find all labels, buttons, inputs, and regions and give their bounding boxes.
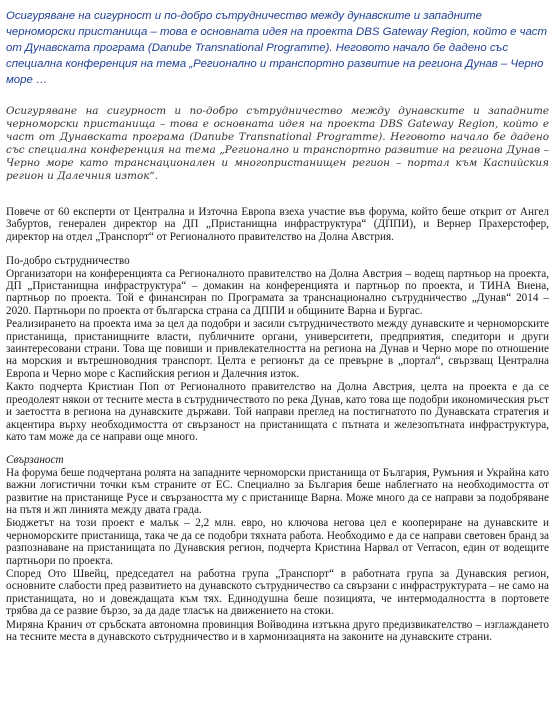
section-heading-cooperation: По-добро сътрудничество <box>6 255 130 268</box>
article <box>6 0 549 643</box>
section1-paragraph-organizers: Организатори на конференцията са Регионалното правителство на Долна Австрия – водещ партньор на проекта, ДП „Пристанищна инфраструктура“ – домакин на конференцията и партньор по проекта, и ТИНА Виена, партньор по проекта. Той е финансиран по Програмата за транснационално сътрудничество „Дунав“ 2014 – 2020. Партньори по проекта от българска страна са ДППИ и общините Варна и Бургас. <box>6 267 549 317</box>
section-heading-connectivity: Свързаност <box>6 454 64 467</box>
section1-paragraph-pop: Както подчерта Кристиан Поп от Регионалното правителство на Долна Австрия, целта на проекта е да се преодолеят някои от тесните места в сътрудничеството по река Дунав, като това ще подобри икономическия ръст и заетостта в региона на дунавските държави. Той направи преглед на постигнатото по Дунавската стратегия и акцентира върху необходимостта от свързаност на пристанищата с пътната и железопътната инфраструктура, като там може да се направи още много. <box>6 381 549 443</box>
intro-paragraph: Осигуряване на сигурност и по-добро сътрудничество между дунавските и западните черноморски пристанища – това е основната идея на проекта DBS Gateway Region, който е част от Дунавската програма (Danube Transnational Programme). Неговото начало бе дадено със специална конференция на тема „Регионално и транспортно развитие на региона Дунав – Черно море като транснационален и многопристанищен регион – портал към Каспийския регион и Далечния изток“. <box>6 105 549 182</box>
lead-paragraph: Осигуряване на сигурност и по-добро сътрудничество между дунавските и западните черноморски пристанища – това е основната идея на проекта DBS Gateway Region, който е част от Дунавската програма (Danube Transnational Programme). Неговото начало бе дадено със специална конференция на тема „Регионално и транспортно развитие на региона Дунав – Черно море … <box>6 10 547 86</box>
section2-paragraph-budget: Бюджетът на този проект е малък – 2,2 млн. евро, но ключова негова цел е коопериране на дунавските и черноморските пристанища, така че да се подобри тяхната работа. Необходимо е да се направи световен бранд за разпознаване на пристанищата по Дунавския регион, подчерта Кристина Нарвал от Verracon, един от водещите партньори по проекта. <box>6 517 549 567</box>
section2-paragraph-ports: На форума беше подчертана ролята на западните черноморски пристанища от България, Румъния и Украйна като важни логистични точки към страните от ЕС. Специално за България беше наблегнато на необходимостта от развитие на пристанище Русе и свързаността му с пристанище Варна. Може много да се направи за подобряване на пътя и жп линията между двата града. <box>6 466 549 516</box>
section1-paragraph-goals: Реализирането на проекта има за цел да подобри и засили сътрудничеството между дунавските и черноморските пристанища, пристанищните власти, публичните органи, университети, предприятия, спедитори и други заинтересовани страни. Това ще повиши и привлекателността на региона на Дунав и Черно море по отношение на морския и вътрешноводния транспорт. Целта е регионът да се превърне в „портал“, свързващ Централна Европа и Черно море с Каспийския регион и Далечния изток. <box>6 318 549 380</box>
section2-paragraph-schweitz: Според Ото Швейц, председател на работна група „Транспорт“ в работната група за Дунавския регион, основните слабости пред развитието на дунавското сътрудничество са свързани с инфраструктурата – не само на пристанищата, но и довеждащата към тях. Единодушна беше позицията, че интермодалността в портовете трябва да се развие бързо, за да даде тласък на движението на стоки. <box>6 567 549 618</box>
opening-paragraph: Повече от 60 експерти от Централна и Източна Европа взеха участие във форума, който беше открит от Ангел Забуртов, генерален директор на ДП „Пристанищна инфраструктура“ (ДППИ), и Вернер Прахерстофер, директор на отдел „Транспорт“ от Регионалното правителство на Долна Австрия. <box>6 206 549 243</box>
section2-paragraph-kranich: Миряна Кранич от сръбската автономна провинция Войводина изтъкна друго предизвикателство – изглаждането на тесните места в дунавското сътрудничество и в хармонизацията на законите на дунавските страни. <box>6 618 549 643</box>
